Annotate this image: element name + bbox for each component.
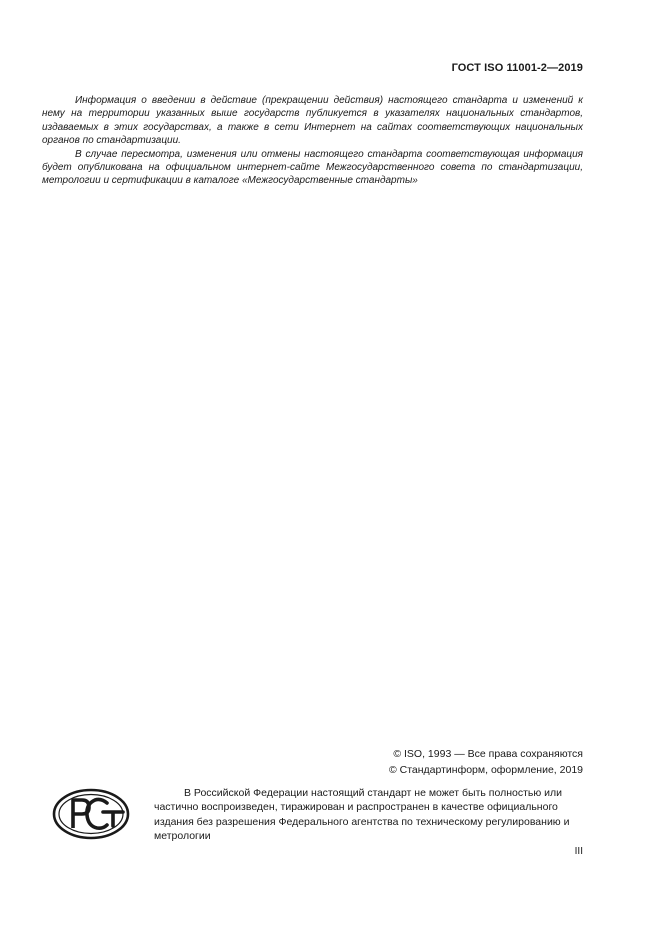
standard-code-header: ГОСТ ISO 11001-2—2019 bbox=[451, 62, 583, 74]
reproduction-rights-notice bbox=[154, 786, 584, 843]
page-number: III bbox=[574, 846, 583, 857]
notice-paragraph-revision: В случае пересмотра, изменения или отмены настоящего стандарта соответствующая информация будет опубликована на официальном интернет-сайте Межгосударственного совета по стандартизации, метрологии и сертификации в каталоге «Межгосударственные стандарты» bbox=[42, 148, 583, 187]
copyright-publisher: © Стандартинформ, оформление, 2019 bbox=[388, 763, 583, 776]
rst-certification-mark-icon bbox=[51, 788, 135, 840]
reproduction-rights-text: В Российской Федерации настоящий стандарт не может быть полностью или частично воспроизведен, тиражирован и распространен в качестве официального издания без разрешения Федерального агентства по техническому регулированию и метрологии bbox=[154, 787, 570, 842]
copyright-iso: © ISO, 1993 — Все права сохраняются bbox=[393, 748, 583, 760]
notice-paragraph-introduction: Информация о введении в действие (прекращении действия) настоящего стандарта и изменений к нему на территории указанных выше государств публикуется в указателях национальных стандартов, издаваемых в этих государствах, а также в сети Интернет на сайтах соответствующих национальных органов по стандартизации. bbox=[42, 95, 583, 147]
copyright-block bbox=[389, 747, 583, 778]
notice-block bbox=[42, 94, 583, 188]
